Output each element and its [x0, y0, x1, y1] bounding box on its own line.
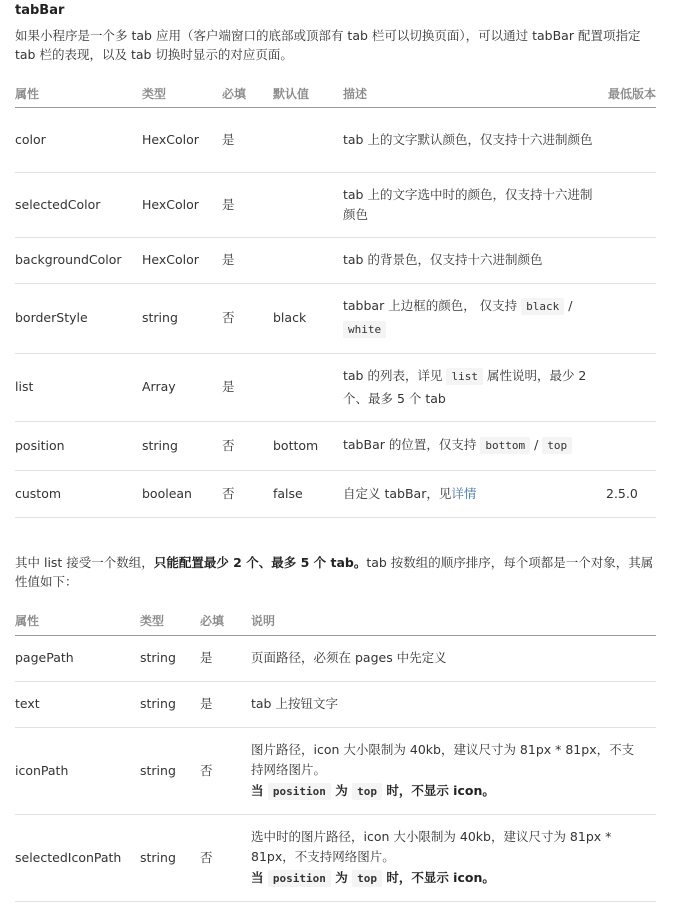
prop-name: iconPath: [15, 762, 69, 778]
col-header-default: 默认值: [273, 86, 310, 101]
prop-required: 否: [222, 485, 235, 501]
intro2-text: 其中 list 接受一个数组，: [15, 555, 154, 570]
prop-default: [273, 107, 343, 172]
table-row: [15, 283, 656, 353]
prop-default: false: [273, 485, 303, 501]
prop-desc: tab 上的文字选中时的颜色，仅支持十六进制颜色: [343, 186, 593, 222]
desc-text: 图片路径，icon 大小限制为 40kb，建议尺寸为 81px * 81px，不支持网络图片。: [251, 741, 635, 777]
desc-text: 属性说明，最少 2 个、最多 5 个 tab: [343, 367, 587, 406]
inline-code: top: [352, 870, 382, 887]
prop-default: bottom: [273, 437, 319, 453]
table-row: [15, 727, 656, 814]
prop-required: 否: [222, 310, 235, 325]
col-header-property: 属性: [15, 613, 40, 628]
prop-type: string: [140, 650, 176, 665]
prop-required: 是: [200, 650, 213, 665]
prop-version: [606, 237, 656, 283]
table-row: [15, 172, 656, 237]
prop-default: [273, 237, 343, 283]
inline-code: top: [352, 783, 382, 800]
prop-default: [273, 353, 343, 421]
prop-desc: [343, 421, 606, 470]
prop-desc: tab 上的文字默认颜色，仅支持十六进制颜色: [343, 131, 593, 147]
prop-name: selectedIconPath: [15, 849, 122, 865]
prop-desc: [343, 283, 606, 353]
prop-type: string: [142, 437, 178, 453]
prop-desc: tab 上按钮文字: [251, 696, 338, 711]
prop-name: position: [15, 437, 65, 453]
prop-default: [273, 172, 343, 237]
inline-code: top: [542, 437, 572, 454]
prop-type: string: [142, 310, 178, 325]
prop-name: borderStyle: [15, 310, 88, 325]
prop-type: HexColor: [142, 131, 199, 147]
prop-type: boolean: [142, 485, 192, 501]
table-header-row: [15, 606, 656, 635]
table-header-row: [15, 80, 656, 107]
prop-type: HexColor: [142, 252, 199, 267]
desc-text: 选中时的图片路径，icon 大小限制为 40kb，建议尺寸为 81px * 81px，不支持网络图片。: [251, 828, 612, 864]
prop-version: [606, 172, 656, 237]
col-header-min-version: 最低版本: [607, 86, 656, 101]
prop-name: pagePath: [15, 650, 74, 665]
prop-default: black: [273, 310, 307, 325]
prop-required: 否: [200, 762, 213, 778]
prop-type: Array: [142, 379, 176, 394]
table-row: [15, 107, 656, 172]
desc-text: tabbar 上边框的颜色， 仅支持: [343, 298, 518, 313]
list-intro-paragraph: [15, 553, 656, 591]
intro2-text: tab 按数组的顺序排序，每个项都是一个对象，其属性值如下：: [15, 555, 654, 589]
position-note: 当 position 为 top 时，不显示 icon。: [251, 782, 495, 798]
tabbar-properties-table: [15, 80, 656, 518]
prop-name: list: [15, 379, 34, 394]
col-header-property: 属性: [15, 86, 40, 101]
prop-version: [606, 353, 656, 421]
prop-desc: [343, 353, 606, 421]
prop-desc: [343, 470, 606, 517]
position-note: 当 position 为 top 时，不显示 icon。: [251, 869, 495, 885]
col-header-required: 必填: [222, 86, 247, 101]
table-row: [15, 635, 656, 681]
prop-type: string: [140, 849, 176, 865]
list-item-properties-table: [15, 606, 656, 902]
separator: /: [534, 437, 539, 452]
prop-version: 2.5.0: [606, 485, 638, 501]
col-header-description: 描述: [343, 86, 368, 101]
prop-type: string: [140, 696, 176, 711]
prop-name: custom: [15, 485, 62, 501]
prop-desc: tab 的背景色，仅支持十六进制颜色: [343, 252, 543, 267]
table-row: [15, 470, 656, 517]
details-link[interactable]: 详情: [451, 485, 477, 501]
section-title: tabBar: [15, 3, 65, 18]
desc-text: 自定义 tabBar，见: [343, 485, 452, 501]
prop-desc: [251, 727, 656, 814]
prop-desc: 页面路径，必须在 pages 中先定义: [251, 650, 447, 665]
desc-text: tabBar 的位置，仅支持: [343, 437, 477, 452]
prop-type: string: [140, 762, 176, 778]
prop-required: 否: [200, 849, 213, 865]
table-row: [15, 681, 656, 727]
col-header-required: 必填: [200, 613, 225, 628]
prop-version: [606, 107, 656, 172]
inline-code: position: [268, 783, 331, 800]
prop-version: [606, 283, 656, 353]
table-row: [15, 421, 656, 470]
inline-code: black: [521, 298, 564, 315]
col-header-type: 类型: [140, 613, 165, 628]
table-row: [15, 353, 656, 421]
separator: /: [568, 298, 573, 313]
intro-paragraph: 如果小程序是一个多 tab 应用（客户端窗口的底部或顶部有 tab 栏可以切换页面），可以通过 tabBar 配置项指定 tab 栏的表现，以及 tab 切换时显示的对应页面。: [15, 28, 641, 62]
desc-text: tab 的列表，详见: [343, 367, 443, 383]
table-row: [15, 237, 656, 283]
prop-required: 是: [222, 252, 235, 267]
prop-name: backgroundColor: [15, 252, 122, 267]
intro2-bold: 只能配置最少 2 个、最多 5 个 tab。: [153, 555, 367, 570]
prop-required: 是: [222, 379, 235, 394]
inline-code: bottom: [480, 437, 530, 454]
col-header-type: 类型: [142, 86, 167, 101]
col-header-description: 说明: [251, 613, 276, 628]
prop-required: 是: [222, 131, 235, 147]
inline-code: list: [446, 368, 483, 385]
inline-code: white: [343, 321, 386, 338]
table-row: [15, 814, 656, 901]
prop-version: [606, 421, 656, 470]
prop-required: 否: [222, 437, 235, 453]
prop-required: 是: [200, 696, 213, 711]
inline-code: position: [268, 870, 331, 887]
prop-name: color: [15, 131, 46, 147]
prop-type: HexColor: [142, 196, 199, 212]
prop-name: text: [15, 696, 40, 711]
prop-required: 是: [222, 196, 235, 212]
prop-name: selectedColor: [15, 196, 101, 212]
prop-desc: [251, 814, 656, 901]
